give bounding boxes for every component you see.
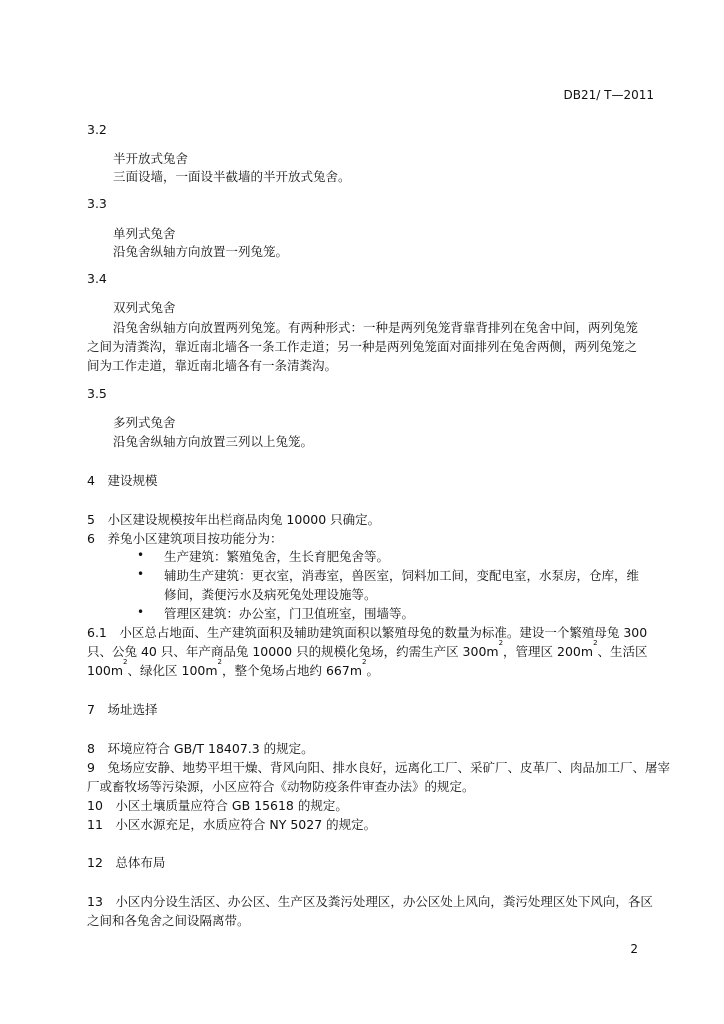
clause-term: 半开放式兔舍: [113, 151, 189, 166]
text-run: ，整个兔场占地约 667m: [222, 663, 363, 678]
superscript: 2: [498, 639, 504, 647]
paragraph: 6 养兔小区建筑项目按功能分为：: [87, 531, 283, 546]
superscript: 2: [123, 658, 128, 666]
text-run: 。: [366, 663, 379, 678]
clause-definition-line: 沿兔舍纵轴方向放置两列兔笼。有两种形式：一种是两列兔笼背靠背排列在兔舍中间，两列兔笼: [113, 320, 639, 335]
paragraph-line: 13 小区内分设生活区、办公区、生产区及粪污处理区，办公区处上风向，粪污处理区处下风向，各区: [87, 894, 653, 909]
clause-term: 单列式兔舍: [113, 226, 176, 241]
bullet-icon: •: [137, 605, 145, 619]
paragraph: 5 小区建设规模按年出栏商品肉兔 10000 只确定。: [87, 512, 381, 527]
text-run: 只、公兔 40 只、年产商品兔 10000 只的规模化兔场，约需生产区 300m: [87, 644, 499, 659]
clause-definition-line: 之间为清粪沟，靠近南北墙各一条工作走道；另一种是两列兔笼面对面排列在兔舍两侧，两列兔笼之: [87, 339, 638, 354]
paragraph-line: [87, 658, 379, 679]
paragraph: 11 小区水源充足，水质应符合 NY 5027 的规定。: [87, 817, 377, 832]
section-heading: 12 总体布局: [87, 855, 166, 870]
paragraph-line: 厂或畜牧场等污染源，小区应符合《动物防疫条件审查办法》的规定。: [87, 779, 475, 794]
bullet-item: 生产建筑：繁殖兔舍，生长育肥兔舍等。: [164, 549, 390, 564]
document-header: DB21/ T—2011: [563, 88, 654, 102]
superscript: 2: [362, 658, 367, 666]
bullet-icon: •: [137, 548, 145, 562]
paragraph-line: 之间和各兔舍之间设隔离带。: [87, 913, 250, 928]
clause-definition: 沿兔舍纵轴方向放置一列兔笼。: [113, 244, 289, 259]
paragraph-line: 6.1 小区总占地面、生产建筑面积及辅助建筑面积以繁殖母兔的数量为标准。建设一个繁殖母兔 300: [87, 625, 648, 640]
bullet-icon: •: [137, 567, 145, 581]
paragraph: 8 环境应符合 GB/T 18407.3 的规定。: [87, 741, 314, 756]
text-run: 100m: [87, 663, 124, 678]
clause-number: 3.4: [87, 271, 107, 286]
text-run: 、绿化区 100m: [127, 663, 218, 678]
superscript: 2: [593, 639, 598, 647]
text-run: ，管理区 200m: [503, 644, 594, 659]
superscript: 2: [217, 658, 222, 666]
text-run: 、生活区: [597, 644, 648, 659]
bullet-item-continuation: 修间，粪便污水及病死兔处理设施等。: [164, 587, 377, 602]
paragraph-line: [87, 639, 648, 660]
clause-term: 双列式兔舍: [113, 300, 176, 315]
section-heading: 4 建设规模: [87, 473, 158, 488]
section-heading: 7 场址选择: [87, 702, 158, 717]
paragraph-line: 9 兔场应安静、地势平坦干燥、背风向阳、排水良好，远离化工厂、采矿厂、皮革厂、肉品加工厂、屠宰: [87, 760, 670, 775]
clause-number: 3.2: [87, 122, 107, 137]
page-number: 2: [630, 942, 638, 956]
clause-number: 3.3: [87, 196, 107, 211]
clause-definition-line: 间为工作走道，靠近南北墙各有一条清粪沟。: [87, 358, 338, 373]
clause-definition: 三面设墙，一面设半截墙的半开放式兔舍。: [113, 169, 351, 184]
clause-definition: 沿兔舍纵轴方向放置三列以上兔笼。: [113, 434, 314, 449]
bullet-item: 辅助生产建筑：更衣室，消毒室，兽医室，饲料加工间，变配电室，水泵房，仓库，维: [164, 568, 640, 583]
bullet-item: 管理区建筑：办公室，门卫值班室，围墙等。: [164, 606, 415, 621]
paragraph: 10 小区土壤质量应符合 GB 15618 的规定。: [87, 798, 348, 813]
clause-number: 3.5: [87, 386, 107, 401]
clause-term: 多列式兔舍: [113, 415, 176, 430]
